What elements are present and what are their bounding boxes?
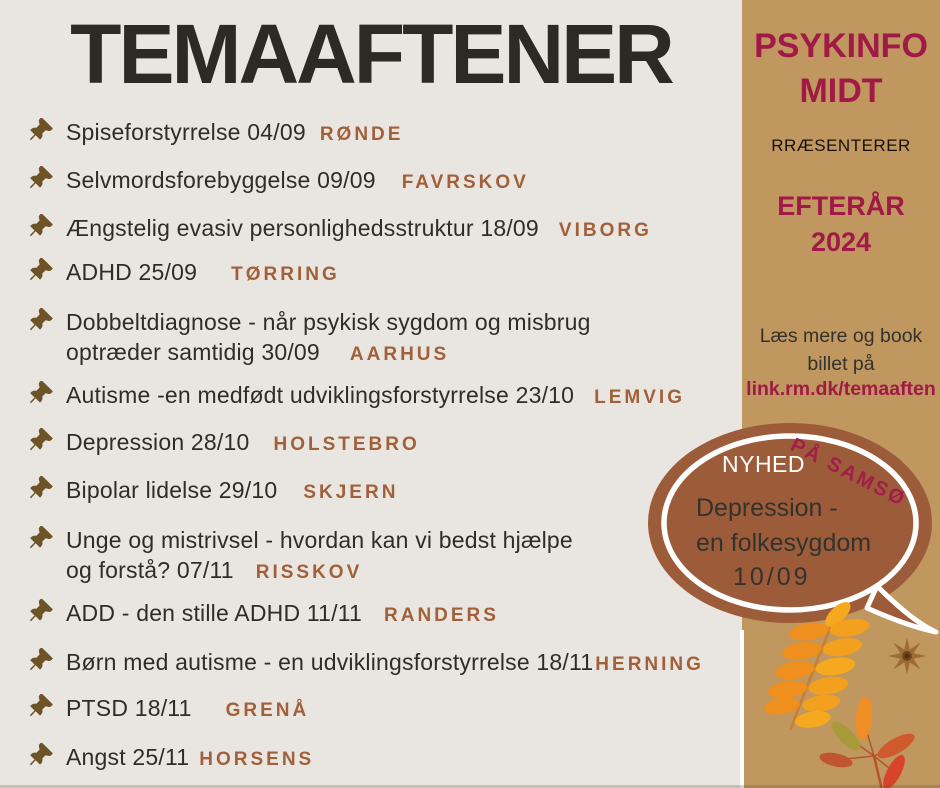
event-city: AARHUS [349,344,450,365]
bubble-badge: NYHED [722,451,806,477]
event-row [28,742,740,775]
event-city: TØRRING [231,264,340,285]
event-label: ADD - den stille ADHD 11/11 [66,600,362,626]
event-city: RISSKOV [255,562,363,583]
pushpin-icon [28,694,55,721]
event-text [66,647,704,680]
event-city: RANDERS [384,605,499,626]
event-text [66,307,591,370]
bubble-location-label: PÅ SAMSØ [787,434,910,512]
event-label: Angst 25/11 [66,744,190,770]
event-city: HOLSTEBRO [273,434,420,455]
event-text [66,380,685,413]
event-text [66,213,652,246]
pushpin-icon [28,214,55,241]
presents-label: RRÆSENTERER [771,136,911,155]
pushpin-icon [28,476,55,503]
star-anise-icon [884,636,930,678]
event-text [66,117,403,150]
event-row [28,427,740,460]
pushpin-icon [28,599,55,626]
event-label: Ængstelig evasiv personlighedsstruktur 18/09 [66,215,539,241]
event-label: Bipolar lidelse 29/10 [66,477,278,503]
event-label: ADHD 25/09 [66,259,198,285]
event-row [28,525,740,588]
event-text [66,475,398,508]
event-text [66,257,340,290]
season-line1: EFTERÅR [777,191,905,221]
event-label: PTSD 18/11 [66,695,192,721]
brand-line2: MIDT [799,72,883,110]
pushpin-icon [28,166,55,193]
event-text [66,598,499,631]
event-row [28,307,740,370]
event-row [28,647,740,680]
page-title: TEMAAFTENER [70,7,672,101]
brand-line1: PSYKINFO [754,27,928,65]
pushpin-icon [28,308,55,335]
event-row [28,257,740,290]
booking-info [742,322,940,378]
event-row [28,117,740,150]
bubble-topic: Depression - [696,494,838,522]
booking-link[interactable]: link.rm.dk/temaaften [746,378,936,400]
pushpin-icon [28,118,55,145]
event-text [66,165,529,198]
event-label: Spiseforstyrrelse 04/09 [66,119,306,145]
event-city: SKJERN [303,482,399,503]
event-row [28,213,740,246]
event-city: GRENÅ [225,700,310,721]
event-label: Unge og mistrivsel - hvordan kan vi bedst hjælpe og forstå? 07/11 [66,527,573,583]
pushpin-icon [28,526,55,553]
event-text [66,742,314,775]
event-label: Autisme -en medfødt udviklingsforstyrrelse 23/10 [66,382,575,408]
pushpin-icon [28,381,55,408]
pushpin-icon [28,428,55,455]
booking-info-line2: billet på [807,353,875,375]
autumn-leaf-icon [816,698,934,788]
event-label: Depression 28/10 [66,429,250,455]
event-row [28,380,740,413]
pushpin-icon [28,743,55,770]
event-label: Selvmordsforebyggelse 09/09 [66,167,376,193]
event-city: FAVRSKOV [401,172,529,193]
event-city: VIBORG [558,220,652,241]
sidebar-edge-line [740,630,744,788]
season-label [742,188,940,260]
event-text [66,693,309,726]
pushpin-icon [28,648,55,675]
event-city: RØNDE [319,124,404,145]
event-label: Dobbeltdiagnose - når psykisk sygdom og misbrug optræder samtidig 30/09 [66,309,591,365]
season-line2: 2024 [810,227,872,257]
event-row [28,475,740,508]
event-row [28,598,740,631]
bubble-date: 10/09 [733,563,811,591]
event-city: LEMVIG [594,387,685,408]
event-text [66,427,420,460]
event-row [28,165,740,198]
event-label: Børn med autisme - en udviklingsforstyrrelse 18/11 [66,649,594,675]
event-text [66,525,573,588]
bubble-topic-line2: en folkesygdom [696,529,872,557]
event-city: HORSENS [199,749,315,770]
brand-title [742,24,940,114]
pushpin-icon [28,258,55,285]
booking-info-line1: Læs mere og book [759,325,923,347]
event-row [28,693,740,726]
event-city: HERNING [595,654,704,675]
